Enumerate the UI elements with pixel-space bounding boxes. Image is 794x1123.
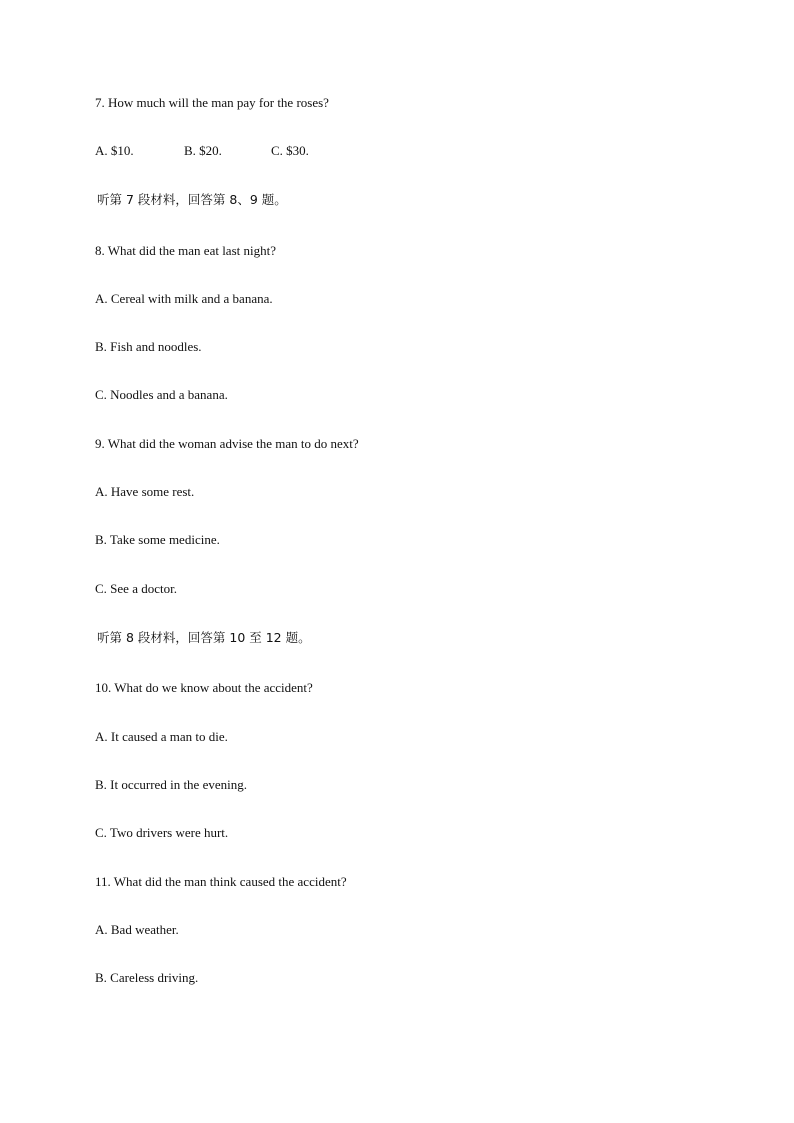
question-9-option-b: B. Take some medicine. [95,532,220,547]
section-heading-8: 听第 8 段材料，回答第 10 至 12 题。 [97,630,311,645]
question-9-option-a: A. Have some rest. [95,484,195,499]
question-11: 11. What did the man think caused the accident? [95,874,347,889]
question-10-option-c: C. Two drivers were hurt. [95,825,229,840]
option-b: B. $20. [184,143,222,158]
question-7-options [95,143,309,159]
option-c: C. $30. [271,143,309,158]
question-10-option-b: B. It occurred in the evening. [95,777,247,792]
question-11-option-b: B. Careless driving. [95,970,199,985]
question-9: 9. What did the woman advise the man to do next? [95,436,359,451]
question-10: 10. What do we know about the accident? [95,680,313,695]
question-8-option-a: A. Cereal with milk and a banana. [95,291,273,306]
question-8: 8. What did the man eat last night? [95,243,276,258]
question-10-option-a: A. It caused a man to die. [95,729,228,744]
question-9-option-c: C. See a doctor. [95,581,177,596]
option-a: A. $10. [95,143,134,158]
question-11-option-a: A. Bad weather. [95,922,179,937]
question-7: 7. How much will the man pay for the roses? [95,95,329,110]
question-8-option-c: C. Noodles and a banana. [95,387,228,402]
section-heading-7: 听第 7 段材料，回答第 8、9 题。 [97,192,287,207]
question-8-option-b: B. Fish and noodles. [95,339,202,354]
